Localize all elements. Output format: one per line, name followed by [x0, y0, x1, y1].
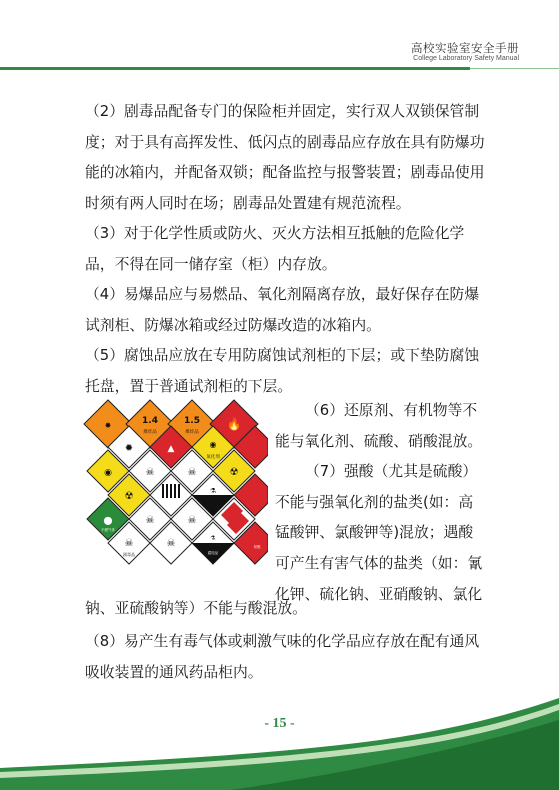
handbook-subtitle: College Laboratory Safety Manual	[413, 55, 519, 62]
paragraph-5: （5）腐蚀品应放在专用防腐蚀试剂柜的下层；或下垫防腐蚀托盘，置于普通试剂柜的下层。	[85, 347, 480, 395]
svg-text:▲: ▲	[167, 444, 175, 454]
svg-text:◉: ◉	[104, 468, 112, 478]
paragraph-7-line-4: 可产生有害气体的盐类（如：氰	[275, 554, 483, 572]
handbook-title: 高校实验室安全手册	[411, 41, 519, 55]
svg-text:1.4: 1.4	[142, 416, 158, 426]
svg-text:易燃: 易燃	[253, 545, 261, 549]
svg-text:☠: ☠	[124, 538, 134, 549]
svg-text:☢: ☢	[229, 467, 239, 478]
svg-text:剧毒品: 剧毒品	[123, 552, 135, 557]
page-number: - 15 -	[264, 716, 295, 731]
svg-text:⚗: ⚗	[209, 487, 217, 495]
paragraph-4: （4）易爆品应与易燃品、氧化剂隔离存放，最好保存在防爆试剂柜、防爆冰箱或经过防爆改造的冰箱内。	[85, 286, 480, 334]
svg-text:☠: ☠	[145, 515, 155, 526]
paragraph-3: （3）对于化学性质或防火、灭火方法相互抵触的危险化学品，不得在同一储存室（柜）内存放。	[85, 225, 465, 273]
svg-text:氧化剂: 氧化剂	[206, 455, 220, 460]
header-rule	[0, 67, 470, 70]
svg-text:◉: ◉	[209, 440, 217, 449]
svg-text:☠: ☠	[187, 515, 197, 526]
footer-decoration	[0, 680, 559, 790]
paragraph-8: （8）易产生有毒气体或刺激气味的化学品应存放在配有通风吸收装置的通风药品柜内。	[85, 633, 480, 681]
svg-text:☠: ☠	[166, 538, 176, 549]
paragraph-6-7-block	[275, 396, 490, 610]
svg-text:☢: ☢	[124, 491, 134, 502]
paragraph-6-line-2: 能与氧化剂、硫酸、硝酸混放。	[275, 432, 483, 450]
svg-text:⚗: ⚗	[210, 535, 216, 542]
svg-text:🔥: 🔥	[226, 417, 242, 431]
svg-text:✸: ✸	[104, 421, 112, 430]
paragraph-7-line-3: 锰酸钾、氯酸钾等)混放；遇酸	[275, 524, 474, 542]
header-rule-thin	[470, 68, 559, 69]
svg-text:不燃气体: 不燃气体	[101, 528, 115, 532]
paragraph-6-line-1: （6）还原剂、有机物等不	[305, 402, 478, 419]
paragraph-7-line-5: 化钾、硫化钠、亚硝酸钠、氯化	[275, 585, 483, 603]
hazard-symbols-image	[80, 398, 268, 576]
paragraph-7-line-2: 不能与强氧化剂的盐类(如：高	[275, 493, 474, 511]
svg-text:☠: ☠	[145, 467, 155, 478]
svg-text:腐蚀品: 腐蚀品	[207, 551, 219, 555]
svg-text:⬤: ⬤	[103, 516, 113, 525]
svg-text:爆炸品: 爆炸品	[143, 430, 157, 435]
svg-text:☠: ☠	[187, 467, 197, 478]
svg-text:✹: ✹	[124, 443, 134, 454]
svg-text:爆炸品: 爆炸品	[185, 430, 199, 435]
paragraph-2: （2）剧毒品配备专门的保险柜并固定，实行双人双锁保管制度；对于具有高挥发性、低闪点的剧毒品应存放在具有防爆功能的冰箱内，并配备双锁；配备监控与报警装置；剧毒品使用时须有两人同时在场；剧毒品处置建有规范流程。	[85, 103, 485, 212]
paragraph-7-line-1: （7）强酸（尤其是硫酸）	[305, 463, 478, 481]
svg-text:1.5: 1.5	[184, 416, 200, 426]
paragraph-7-tail: 钠、亚硫酸钠等）不能与酸混放。	[85, 600, 307, 617]
